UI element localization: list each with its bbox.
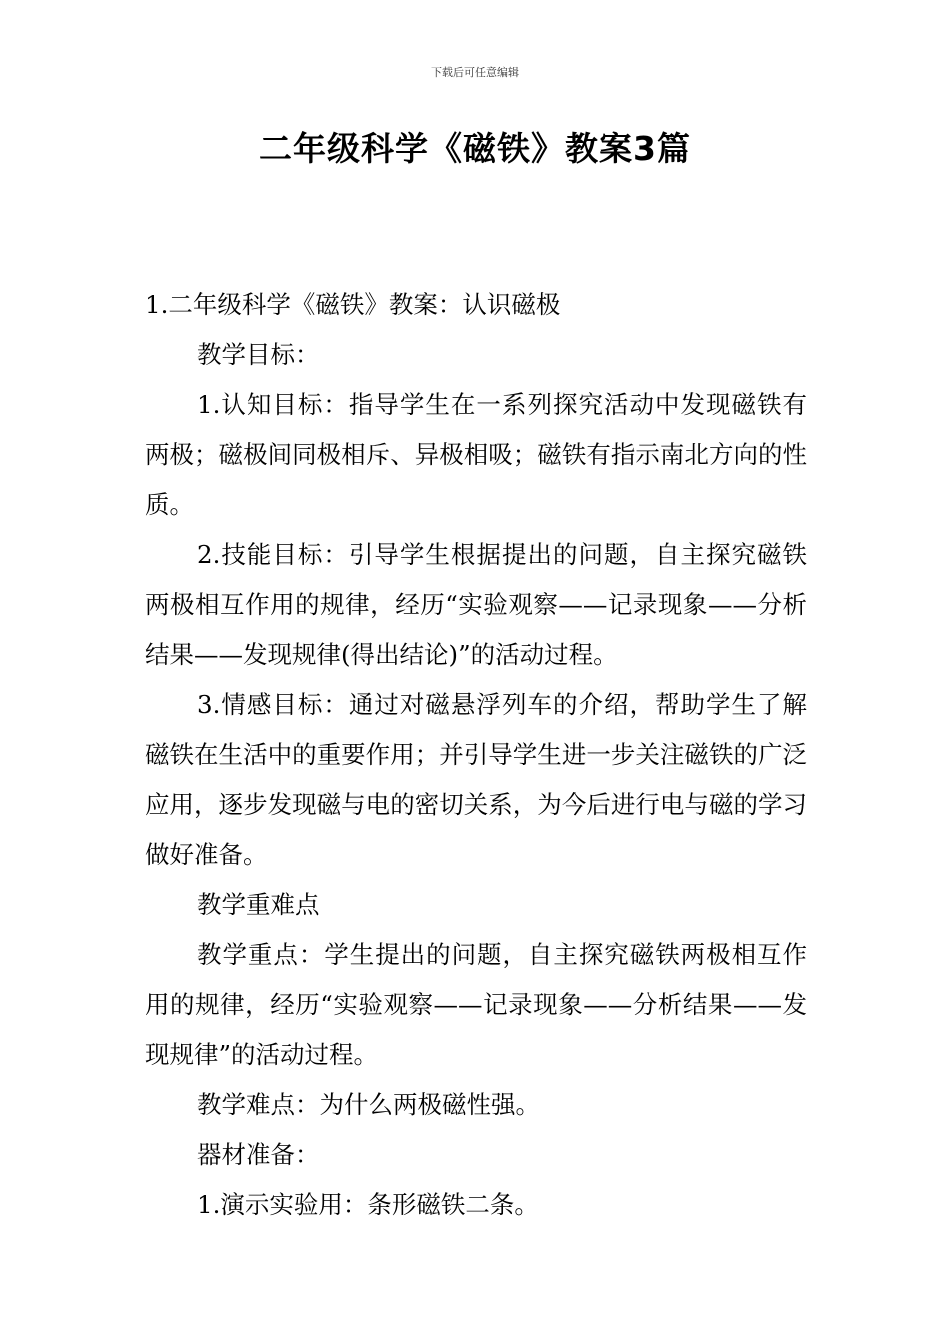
- paragraph-difficult-point: 教学难点：为什么两极磁性强。: [197, 1090, 540, 1119]
- document-title: 二年级科学《磁铁》教案3篇: [259, 129, 691, 168]
- section-heading: 1.二年级科学《磁铁》教案：认识磁极: [145, 290, 561, 319]
- paragraph-skill-goal: 2.技能目标：引导学生根据提出的问题，自主探究磁铁两极相互作用的规律，经历“实验观察——记录现象——分析结果——发现规律(得出结论)”的活动过程。: [145, 540, 807, 669]
- paragraph-materials-label: 器材准备：: [197, 1140, 320, 1169]
- header-note: 下载后可任意编辑: [431, 66, 519, 79]
- paragraph-cognitive-goal: 1.认知目标：指导学生在一系列探究活动中发现磁铁有两极；磁极间同极相斥、异极相吸；磁铁有指示南北方向的性质。: [145, 390, 807, 519]
- paragraph-demo-materials: 1.演示实验用：条形磁铁二条。: [197, 1190, 539, 1219]
- paragraph-teaching-goals-label: 教学目标：: [197, 340, 320, 369]
- paragraph-key-point: 教学重点：学生提出的问题，自主探究磁铁两极相互作用的规律，经历“实验观察——记录现象——分析结果——发现规律”的活动过程。: [145, 940, 807, 1069]
- document-body: [145, 280, 807, 1230]
- paragraph-emotional-goal: 3.情感目标：通过对磁悬浮列车的介绍，帮助学生了解磁铁在生活中的重要作用；并引导学生进一步关注磁铁的广泛应用，逐步发现磁与电的密切关系，为今后进行电与磁的学习做好准备。: [145, 690, 807, 869]
- paragraph-key-difficult-points-label: 教学重难点: [197, 890, 320, 919]
